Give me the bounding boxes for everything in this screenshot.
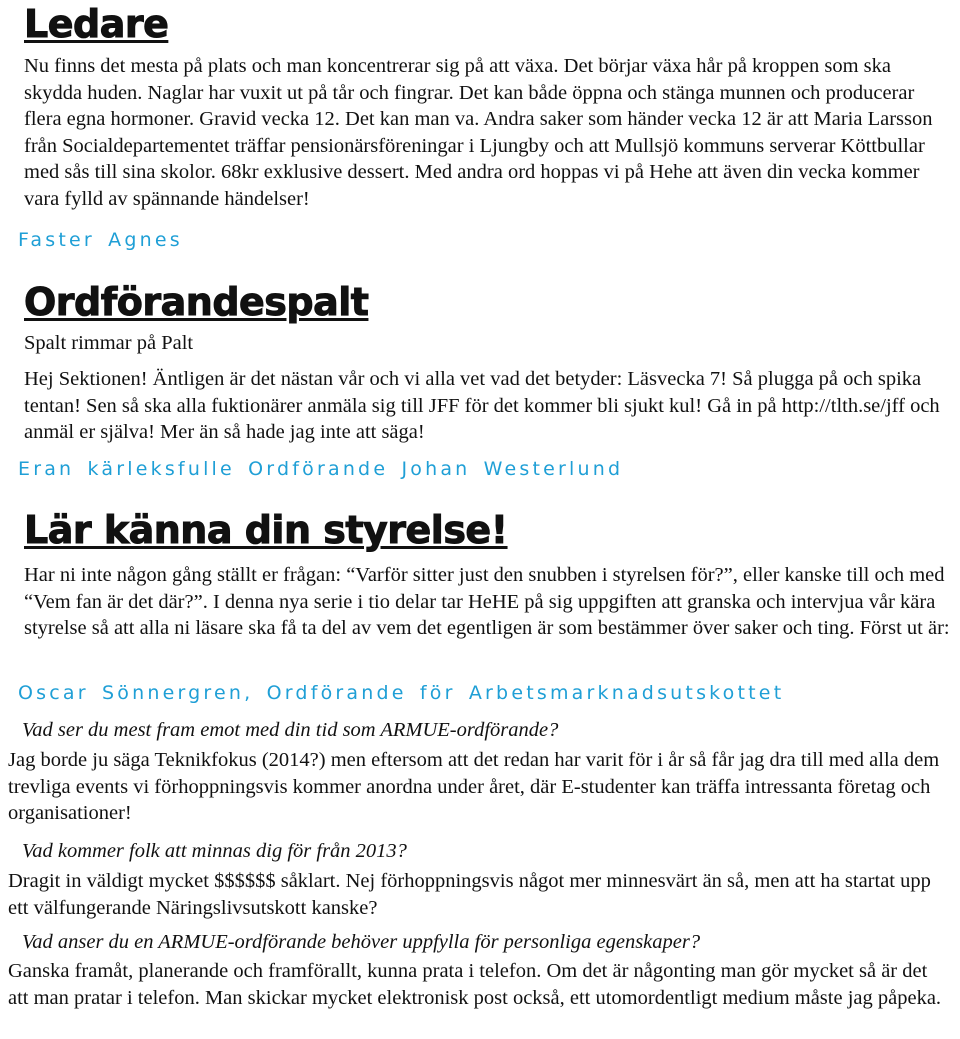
qa-answer: Dragit in väldigt mycket $$$$$$ såklart. Nej förhoppningsvis något mer minnesvärt än så, men att ha startat upp ett välfungerande Näringslivsutskott kanske? [8, 870, 931, 919]
ledare-body: Nu finns det mesta på plats och man koncentrerar sig på att växa. Det börjar växa hår på kroppen som ska skydda huden. Naglar har vuxit ut på tår och fingrar. Det kan både öppna och stänga munnen och producerar flera egna hormoner. Gravid vecka 12. Det kan man va. Andra saker som händer vecka 12 är att Maria Larsson från Socialdepartementet träffar pensionärsföreningar i Ljungby och att Mullsjö kommuns serverar Köttbullar med sås till sina skolor. 68kr exklusive dessert. Med andra ord hoppas vi på Hehe att även din vecka kommer vara fylld av spännande händelser! [24, 55, 933, 210]
ordforandespalt-body: Hej Sektionen! Äntligen är det nästan vår och vi alla vet vad det betyder: Läsvecka 7! Så plugga på och spika tentan! Sen så ska alla fuktionärer anmäla sig till JFF för det kommer bli sjukt kul! Gå in på http://tlth.se/jff och anmäl er själva! Mer än så hade jag inte att säga! [24, 368, 940, 443]
qa-question: Vad anser du en ARMUE-ordförande behöver uppfylla för personliga egenskaper? [22, 931, 701, 953]
ordforandespalt-signature: Eran kärleksfulle Ordförande Johan Westerlund [18, 458, 624, 480]
qa-question: Vad ser du mest fram emot med din tid som ARMUE-ordförande? [22, 719, 559, 741]
qa-answer: Jag borde ju säga Teknikfokus (2014?) men eftersom att det redan har varit för i år så får jag dra till med alla dem trevliga events vi förhoppningsvis kommer anordna under året, där E-studenter kan träffa intressanta företag och organisationer! [8, 749, 940, 824]
qa-answer: Ganska framåt, planerande och framförallt, kunna prata i telefon. Om det är någonting man gör mycket så är det att man pratar i telefon. Man skickar mycket elektronisk post också, ett utomordentligt medium måste jag påpeka. [8, 960, 942, 1009]
ordforandespalt-heading: Ordförandespalt [24, 280, 369, 324]
ordforandespalt-subtitle: Spalt rimmar på Palt [24, 332, 194, 354]
styrelse-heading: Lär känna din styrelse! [24, 508, 508, 552]
styrelse-intro: Har ni inte någon gång ställt er frågan: “Varför sitter just den snubben i styrelsen för?”, eller kanske till och med “Vem fan är det där?”. I denna nya serie i tio delar tar HeHE på sig uppgiften att granska och intervjua vår kära styrelse så att alla ni läsare ska få ta del av vem det egentligen är som bestämmer över saker och ting. Först ut är: [24, 564, 950, 639]
qa-question: Vad kommer folk att minnas dig för från 2013? [22, 840, 407, 862]
ledare-heading: Ledare [24, 2, 169, 46]
styrelse-person: Oscar Sönnergren, Ordförande för Arbetsmarknadsutskottet [18, 682, 785, 704]
ledare-signature: Faster Agnes [18, 229, 183, 251]
